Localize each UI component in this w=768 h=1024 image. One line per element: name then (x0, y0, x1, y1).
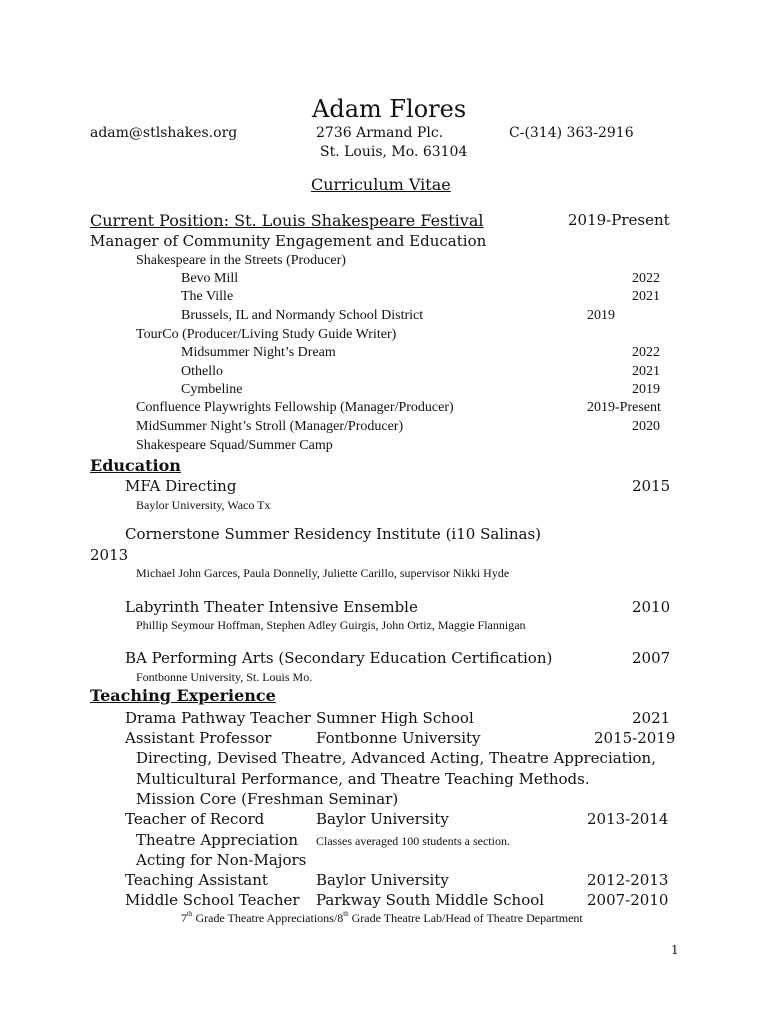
tourco-item-title: Cymbeline (181, 382, 243, 397)
ordinal-suffix: th (187, 910, 193, 918)
course-list: Directing, Devised Theatre, Advanced Acting, Theatre Appreciation, (136, 749, 656, 767)
job-place: Baylor University (316, 810, 449, 828)
mfa-year: 2015 (632, 477, 671, 495)
streets-item-title: Brussels, IL and Normandy School District (181, 308, 424, 323)
grade-number: 8 (337, 911, 344, 925)
tourco-item-title: Othello (181, 364, 223, 379)
tourco-item-year: 2019 (632, 382, 660, 397)
job-role: Assistant Professor (125, 729, 272, 747)
current-role: Manager of Community Engagement and Education (90, 232, 487, 250)
job-year: 2013-2014 (587, 810, 669, 828)
job-place: Baylor University (316, 871, 449, 889)
streets-item-year: 2021 (632, 289, 660, 304)
squad-label: Shakespeare Squad/Summer Camp (136, 438, 333, 453)
tourco-label: TourCo (Producer/Living Study Guide Writer) (136, 327, 397, 342)
cornerstone-title: Cornerstone Summer Residency Institute (i10 Salinas) (125, 525, 542, 543)
phone-text: C-(314) 363-2916 (509, 125, 634, 141)
confluence-label: Confluence Playwrights Fellowship (Manager/Producer) (136, 400, 454, 415)
course-name: Theatre Appreciation (136, 831, 299, 849)
page-number: 1 (671, 943, 679, 957)
grade-number: 7 (181, 911, 187, 925)
stroll-year: 2020 (632, 419, 660, 434)
address-line-2: St. Louis, Mo. 63104 (320, 144, 468, 160)
streets-item-title: Bevo Mill (181, 271, 239, 286)
job-place: Parkway South Middle School (316, 891, 545, 909)
tourco-item-year: 2022 (632, 345, 660, 360)
person-name: Adam Flores (312, 95, 467, 123)
tourco-item-year: 2021 (632, 364, 660, 379)
job-role: Middle School Teacher (125, 891, 300, 909)
streets-item-year: 2022 (632, 271, 660, 286)
current-position-heading: Current Position: St. Louis Shakespeare Festival (90, 211, 484, 230)
job-role: Drama Pathway Teacher (125, 709, 311, 727)
labyrinth-title: Labyrinth Theater Intensive Ensemble (125, 598, 418, 616)
course-list: Multicultural Performance, and Theatre Teaching Methods. (136, 770, 590, 788)
streets-label: Shakespeare in the Streets (Producer) (136, 253, 346, 268)
email-text[interactable]: adam@stlshakes.org (90, 125, 238, 141)
mfa-school: Baylor University, Waco Tx (136, 498, 271, 512)
tourco-item-title: Midsummer Night’s Dream (181, 345, 336, 360)
job-place: Fontbonne University (316, 729, 481, 747)
course-note: Classes averaged 100 students a section. (316, 834, 510, 848)
labyrinth-year: 2010 (632, 598, 671, 616)
ba-school: Fontbonne University, St. Louis Mo. (136, 670, 313, 684)
document-title: Curriculum Vitae (311, 175, 451, 194)
job-year: 2012-2013 (587, 871, 669, 889)
course-list: Mission Core (Freshman Seminar) (136, 790, 399, 808)
job-year: 2021 (632, 709, 671, 727)
ba-degree: BA Performing Arts (Secondary Education Certification) (125, 649, 553, 667)
job-role: Teaching Assistant (125, 871, 268, 889)
current-position-years: 2019-Present (568, 211, 670, 229)
middle-school-note (181, 912, 583, 924)
cornerstone-year: 2013 (90, 546, 129, 564)
job-role: Teacher of Record (125, 810, 265, 828)
streets-item-year: 2019 (587, 308, 615, 323)
job-year: 2007-2010 (587, 891, 669, 909)
mfa-degree: MFA Directing (125, 477, 237, 495)
note-text: Grade Theatre Appreciations/ (192, 911, 338, 925)
address-line-1: 2736 Armand Plc. (316, 125, 444, 141)
teaching-heading: Teaching Experience (90, 686, 276, 705)
labyrinth-people: Phillip Seymour Hoffman, Stephen Adley Guirgis, John Ortiz, Maggie Flannigan (136, 618, 526, 632)
stroll-label: MidSummer Night’s Stroll (Manager/Producer) (136, 419, 404, 434)
streets-item-title: The Ville (181, 289, 234, 304)
cornerstone-people: Michael John Garces, Paula Donnelly, Juliette Carillo, supervisor Nikki Hyde (136, 566, 510, 580)
ordinal-suffix: th (343, 910, 349, 918)
job-place: Sumner High School (316, 709, 474, 727)
note-text: Grade Theatre Lab/Head of Theatre Department (348, 911, 583, 925)
ba-year: 2007 (632, 649, 671, 667)
course-name: Acting for Non-Majors (136, 851, 307, 869)
job-year: 2015-2019 (594, 729, 676, 747)
education-heading: Education (90, 456, 181, 475)
confluence-year: 2019-Present (587, 400, 661, 415)
